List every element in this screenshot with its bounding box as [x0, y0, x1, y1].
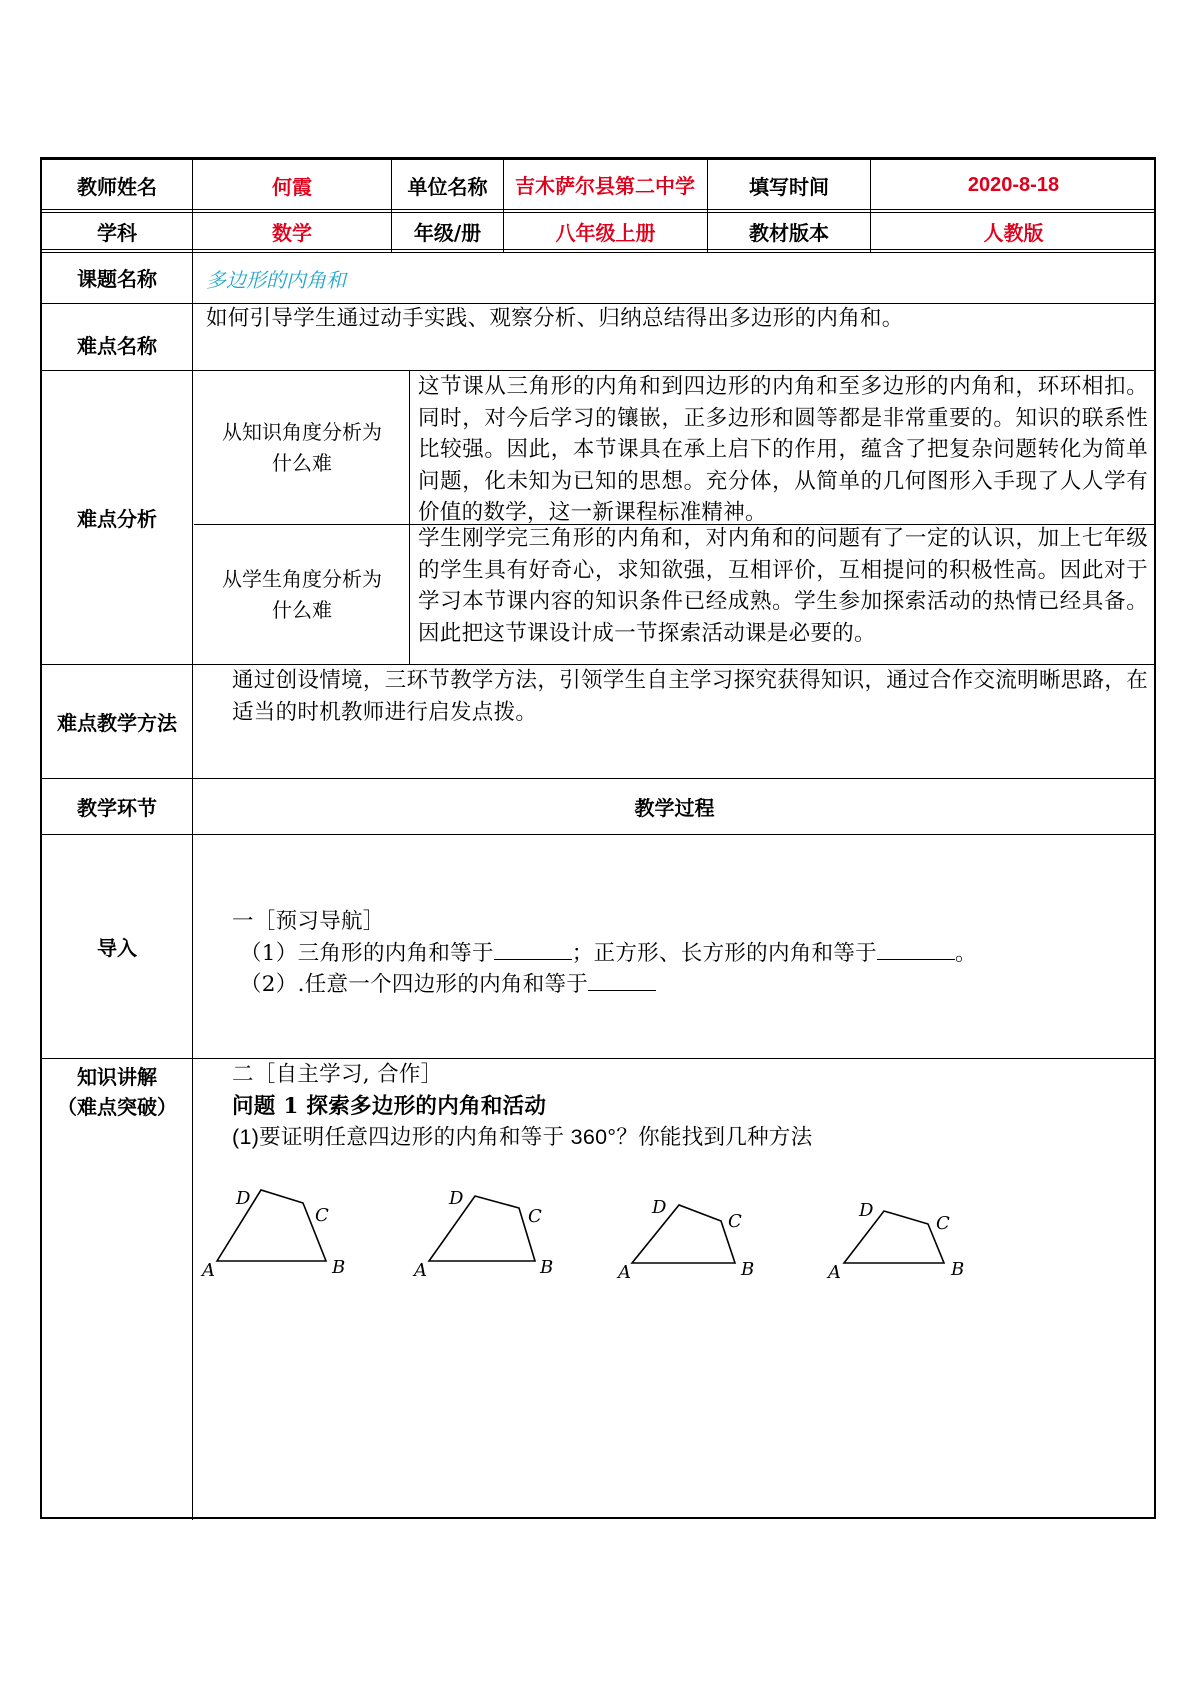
quadrilateral-figure-4: [826, 1200, 964, 1283]
knowledge-content: [232, 1059, 1132, 1154]
grade-label: 年级/册: [413, 220, 482, 245]
teacher-label: 教师姓名: [77, 174, 157, 199]
subject-label: 学科: [97, 220, 137, 245]
process-header: 教学过程: [634, 796, 715, 820]
vertex-label-c: C: [528, 1206, 542, 1227]
unit-value: 吉木萨尔县第二中学: [515, 174, 695, 198]
topic-label: 课题名称: [77, 267, 157, 291]
intro-question-1: [240, 938, 1132, 970]
difficulty-label: 难点名称: [77, 333, 157, 358]
q1-part-b: ；正方形、长方形的内角和等于: [571, 940, 877, 966]
quadrilateral-figure-1: [200, 1188, 345, 1281]
vertex-label-a: A: [828, 1262, 841, 1283]
q2-blank[interactable]: [588, 990, 656, 991]
vertex-label-a: A: [618, 1262, 631, 1283]
teacher-value: 何霞: [272, 174, 312, 199]
intro-question-2: （2）.任意一个四边形的内角和等于: [240, 969, 1132, 1001]
vertex-label-a: A: [414, 1260, 427, 1281]
method-label: 难点教学方法: [57, 711, 177, 735]
difficulty-value: 如何引导学生通过动手实践、观察分析、归纳总结得出多边形的内角和。: [206, 306, 904, 331]
intro-content: [232, 906, 1132, 1001]
intro-heading: 一［预习导航］: [232, 909, 385, 934]
vertex-label-c: C: [728, 1211, 742, 1232]
grade-value: 八年级上册: [555, 220, 656, 245]
analysis-label: 难点分析: [77, 507, 157, 531]
unit-label: 单位名称: [407, 174, 488, 199]
q1-part-c: 。: [954, 940, 977, 966]
vertex-label-d: D: [859, 1200, 874, 1221]
quadrilateral-figure-3: [616, 1197, 754, 1283]
topic-value: 多边形的内角和: [206, 268, 346, 292]
subject-value: 数学: [272, 220, 312, 245]
problem-title: 问题 1 探索多边形的内角和活动: [232, 1093, 547, 1119]
q1-part-a: （1）三角形的内角和等于: [240, 940, 494, 966]
student-angle-text: 学生刚学完三角形的内角和，对内角和的问题有了一定的认识，加上七年级的学生具有好奇心，求知欲强，互相评价，互相提问的积极性高。因此对于学习本节课内容的知识条件已经成熟。学生参加探索活动的热情已经具备。因此把这节课设计成一节探索活动课是必要的。: [418, 526, 1148, 646]
q1-blank-1[interactable]: [494, 959, 572, 960]
vertex-label-d: D: [652, 1197, 667, 1218]
date-label: 填写时间: [749, 174, 829, 199]
method-text: 通过创设情境，三环节教学方法，引领学生自主学习探究获得知识，通过合作交流明晰思路，在适当的时机教师进行启发点拨。: [232, 668, 1148, 725]
edition-value: 人教版: [983, 220, 1044, 245]
vertex-label-b: B: [332, 1257, 346, 1278]
knowledge-heading: 二［自主学习, 合作］: [232, 1062, 443, 1087]
quadrilateral-figures: [192, 1160, 972, 1300]
vertex-label-c: C: [936, 1213, 950, 1234]
lesson-plan-table: [40, 157, 1156, 1519]
vertex-label-a: A: [202, 1260, 215, 1281]
vertex-label-b: B: [951, 1259, 965, 1280]
edition-label: 教材版本: [749, 220, 829, 245]
vertex-label-c: C: [315, 1205, 329, 1226]
problem-question: (1)要证明任意四边形的内角和等于 360°？你能找到几种方法: [232, 1125, 813, 1149]
intro-label: 导入: [97, 936, 137, 960]
vertex-label-b: B: [540, 1257, 554, 1278]
vertex-label-b: B: [741, 1259, 755, 1280]
knowledge-angle-text: 这节课从三角形的内角和到四边形的内角和至多边形的内角和，环环相扣。同时，对今后学习的镶嵌，正多边形和圆等都是非常重要的。知识的联系性比较强。因此，本节课具在承上启下的作用，蕴含了把复杂问题转化为简单问题，化未知为已知的思想。充分体，从简单的几何图形入手现了人人学有价值的数学，这一新课程标准精神。: [418, 374, 1148, 525]
knowledge-label: 知识讲解 （难点突破）: [57, 1065, 177, 1119]
vertex-label-d: D: [236, 1188, 251, 1209]
quadrilateral-figure-2: [412, 1188, 553, 1281]
student-angle-label: 从学生角度分析为什么难: [222, 566, 382, 622]
date-value: 2020-8-18: [967, 173, 1060, 196]
process-stage-header: 教学环节: [77, 796, 157, 820]
q1-blank-2[interactable]: [877, 959, 955, 960]
knowledge-angle-label: 从知识角度分析为什么难: [222, 419, 382, 475]
vertex-label-d: D: [449, 1188, 464, 1209]
